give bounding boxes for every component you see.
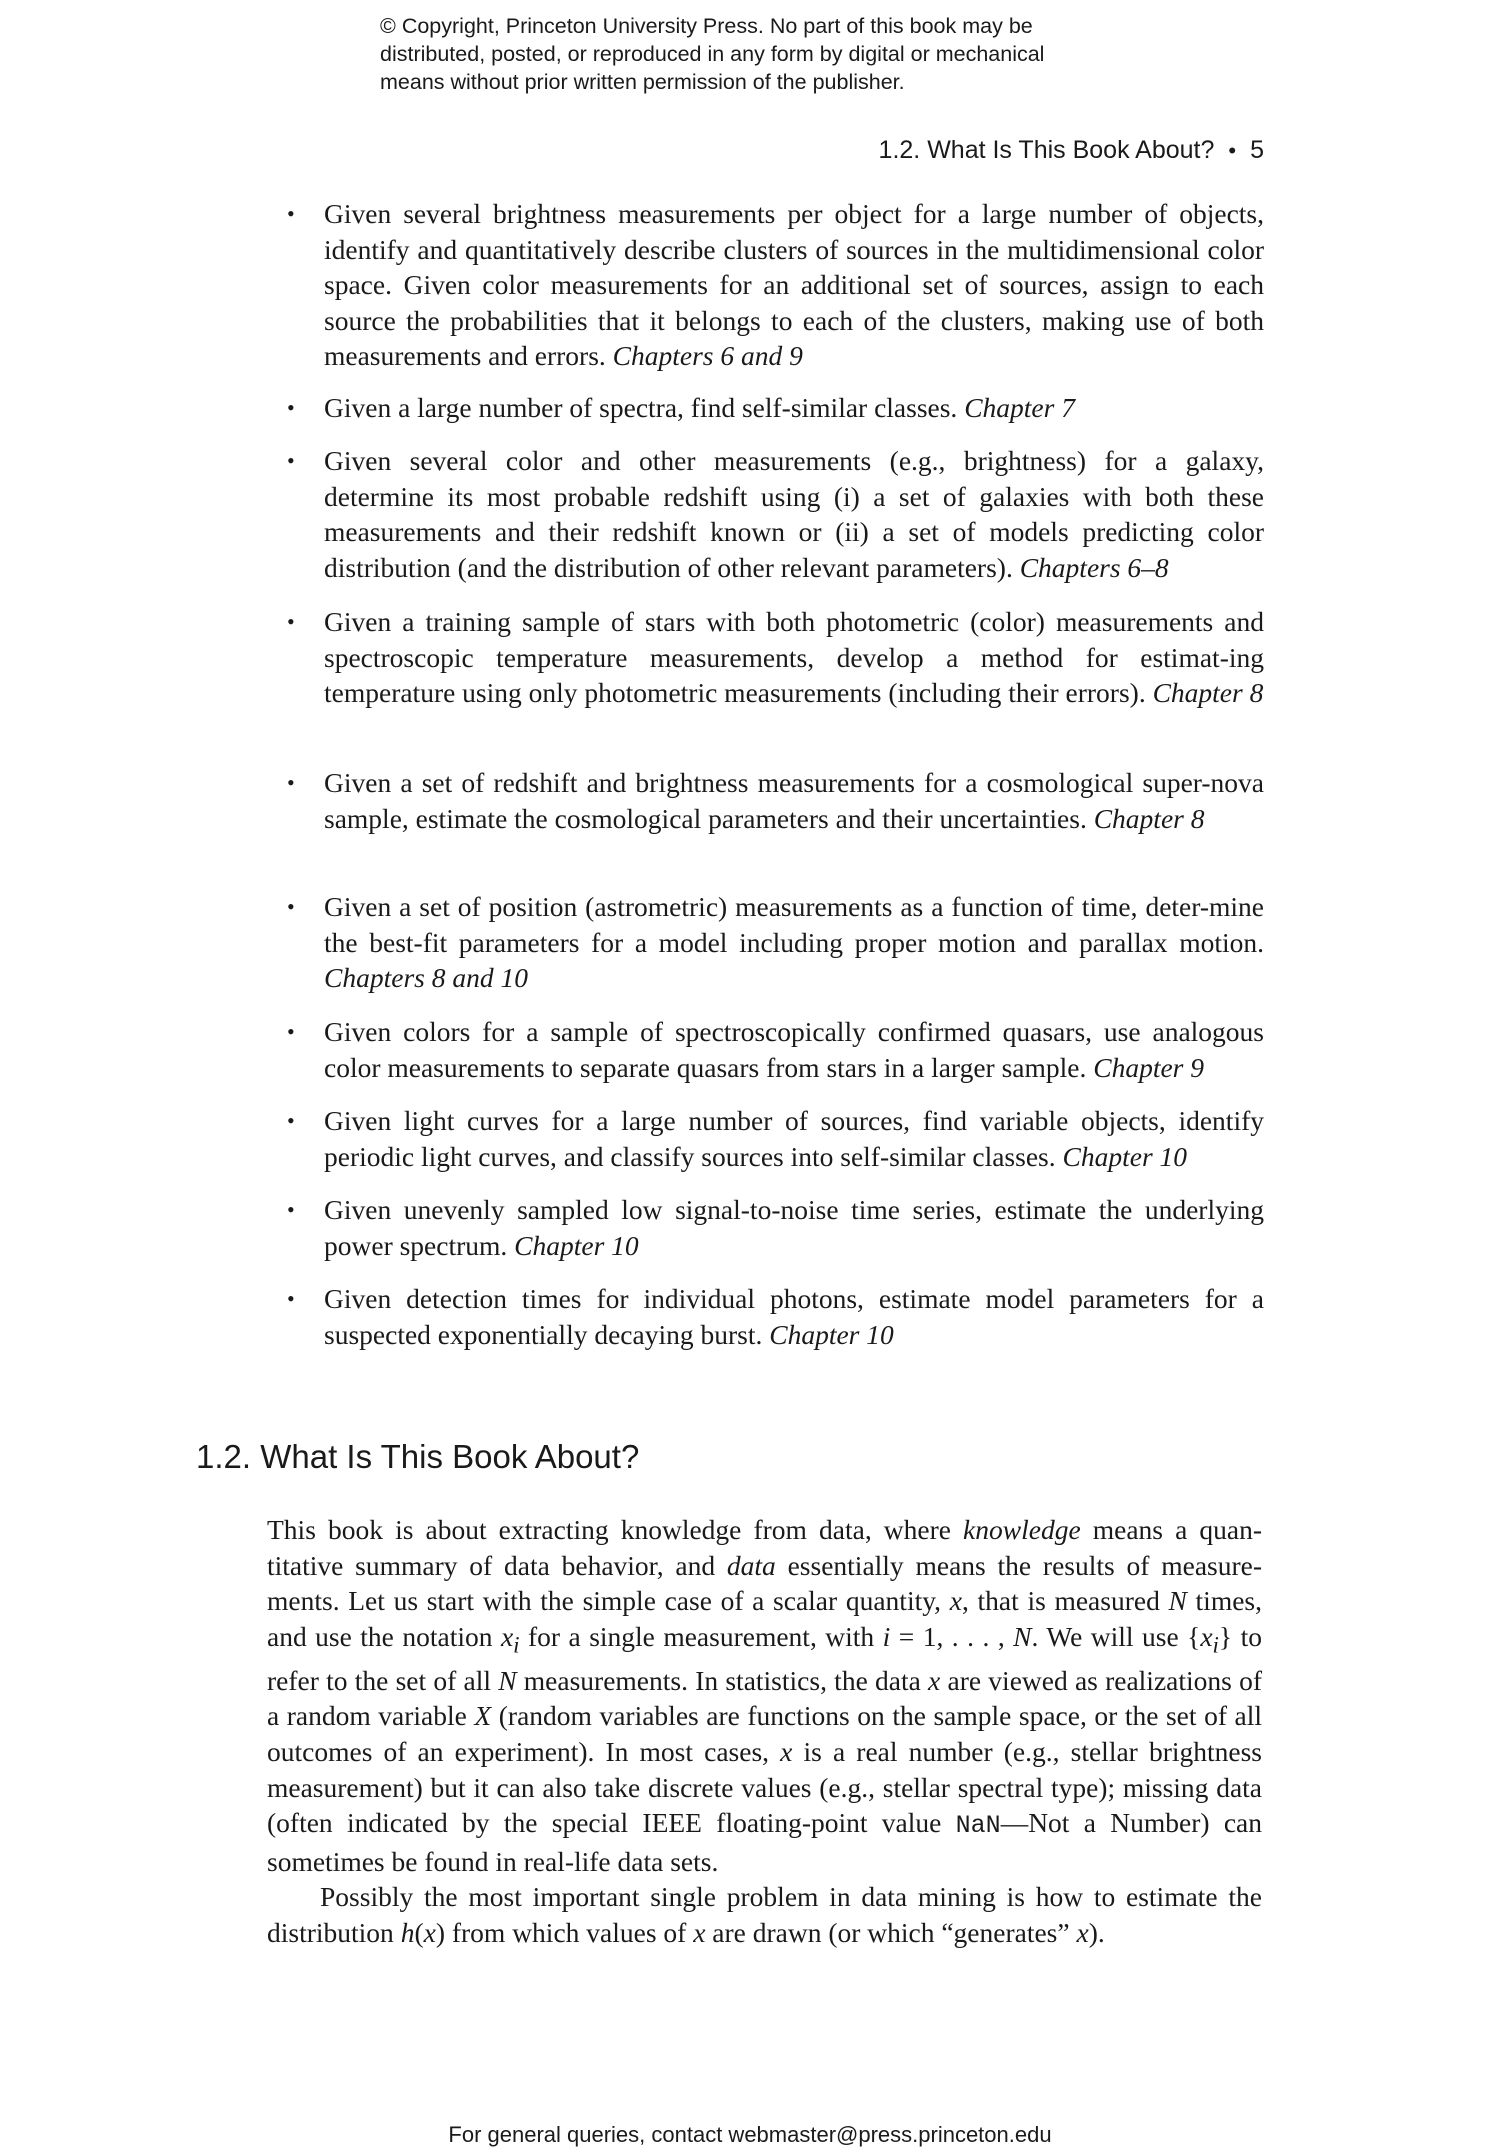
- list-item-text: Given several color and other measurements (e.g., brightness) for a galaxy, determine its most probable redshift using (i) a set of galaxies with both these measurements and their redshift known or (ii) a set of models predicting color distribution (and the distribution of other relevant parameters).: [324, 445, 1264, 583]
- chapter-reference: Chapter 10: [1062, 1140, 1188, 1172]
- list-item-text: Given a large number of spectra, find self-similar classes.: [324, 392, 958, 423]
- chapter-reference: Chapters 6 and 9: [612, 340, 803, 371]
- bullet-icon: •: [287, 448, 295, 473]
- list-item: [287, 1192, 1264, 1263]
- list-item: [287, 1281, 1264, 1352]
- footer-contact: For general queries, contact webmaster@press.princeton.edu: [448, 2122, 1052, 2147]
- list-item-text: Given several brightness measurements per object for a large number of objects, identify and quantitatively describe clusters of sources in the multidimensional color space. Given color measurements for an additional set of sources, assign to each source the probabilities that it belongs to each of the clusters, making use of both measurements and errors.: [324, 198, 1264, 371]
- list-item: [287, 443, 1264, 585]
- chapter-reference: Chapters 6–8: [1019, 551, 1169, 583]
- bullet-icon: •: [287, 1286, 295, 1311]
- copyright-line-2: distributed, posted, or reproduced in any form by digital or mechanical: [380, 42, 1045, 66]
- running-head-separator: •: [1228, 138, 1237, 163]
- chapter-reference: Chapter 8: [1093, 802, 1205, 834]
- chapter-reference: Chapter 10: [514, 1229, 639, 1261]
- section-heading: 1.2. What Is This Book About?: [196, 1438, 640, 1475]
- bullet-icon: •: [287, 1197, 295, 1222]
- copyright-line-3: means without prior written permission of the publisher.: [380, 70, 905, 94]
- running-head-section: 1.2. What Is This Book About?: [878, 136, 1215, 164]
- copyright-notice: [380, 12, 1200, 96]
- list-item: [287, 1014, 1264, 1085]
- bullet-icon: •: [287, 609, 295, 634]
- list-item: [287, 765, 1264, 836]
- chapter-reference: Chapter 8: [1152, 677, 1264, 708]
- bullet-icon: •: [287, 1019, 295, 1044]
- paragraph: Possibly the most important single problem in data mining is how to estimate the distribution h(x) from which values of x are drawn (or which “generates” x).: [267, 1881, 1262, 1949]
- bullet-icon: •: [287, 395, 295, 420]
- section-body: [267, 1512, 1262, 1951]
- chapter-reference: Chapter 7: [964, 392, 1075, 423]
- copyright-line-1: © Copyright, Princeton University Press. No part of this book may be: [380, 14, 1033, 38]
- paragraph: This book is about extracting knowledge from data, where knowledge means a quan-titative summary of data behavior, and data essentially means the results of measure-ments. Let us start with the simple case of a scalar quantity, x, that is measured N times, and use the notation $x_i$ for a single measurement, with i = 1, . . . , N. We will use $\{x_i\}$ to refer to the set of all N measurements. In statistics, the data x are viewed as realizations of a random variable X (random variables are functions on the sample space, or the set of all outcomes of an experiment). In most cases, x is a real number (e.g., stellar brightness measurement) but it can also take discrete values (e.g., stellar spectral type); missing data (often indicated by the special IEEE floating-point value NaN—Not a Number) can sometimes be found in real-life data sets.: [267, 1514, 1263, 1877]
- bullet-icon: •: [287, 894, 295, 919]
- list-item-text: Given light curves for a large number of sources, find variable objects, identify periodic light curves, and classify sources into self-similar classes.: [324, 1105, 1264, 1172]
- list-item-text: Given a set of position (astrometric) measurements as a function of time, deter-mine the best-fit parameters for a model including proper motion and parallax motion.: [324, 891, 1264, 958]
- list-item-text: Given unevenly sampled low signal-to-noise time series, estimate the underlying power spectrum.: [324, 1194, 1264, 1261]
- list-item: [287, 196, 1264, 374]
- bullet-icon: •: [287, 1108, 295, 1133]
- list-item: [287, 889, 1264, 996]
- list-item: [287, 390, 1264, 426]
- list-item-text: Given a training sample of stars with both photometric (color) measurements and spectroscopic temperature measurements, develop a method for estimat-ing temperature using only photometric measurements (including their errors).: [324, 606, 1264, 708]
- page-number: 5: [1250, 136, 1264, 164]
- chapter-reference: Chapters 8 and 10: [324, 962, 528, 993]
- chapter-reference: Chapter 9: [1093, 1051, 1204, 1083]
- list-item-text: Given a set of redshift and brightness measurements for a cosmological super-nova sample, estimate the cosmological parameters and their uncertainties.: [324, 767, 1264, 834]
- list-item-text: Given detection times for individual photons, estimate model parameters for a suspected exponentially decaying burst.: [324, 1283, 1264, 1350]
- list-item: [287, 604, 1264, 711]
- list-item-text: Given colors for a sample of spectroscopically confirmed quasars, use analogous color measurements to separate quasars from stars in a larger sample.: [324, 1016, 1264, 1083]
- list-item: [287, 1103, 1264, 1174]
- running-head: [879, 136, 1264, 165]
- bullet-icon: •: [287, 201, 295, 226]
- bullet-icon: •: [287, 770, 295, 795]
- chapter-reference: Chapter 10: [769, 1318, 894, 1350]
